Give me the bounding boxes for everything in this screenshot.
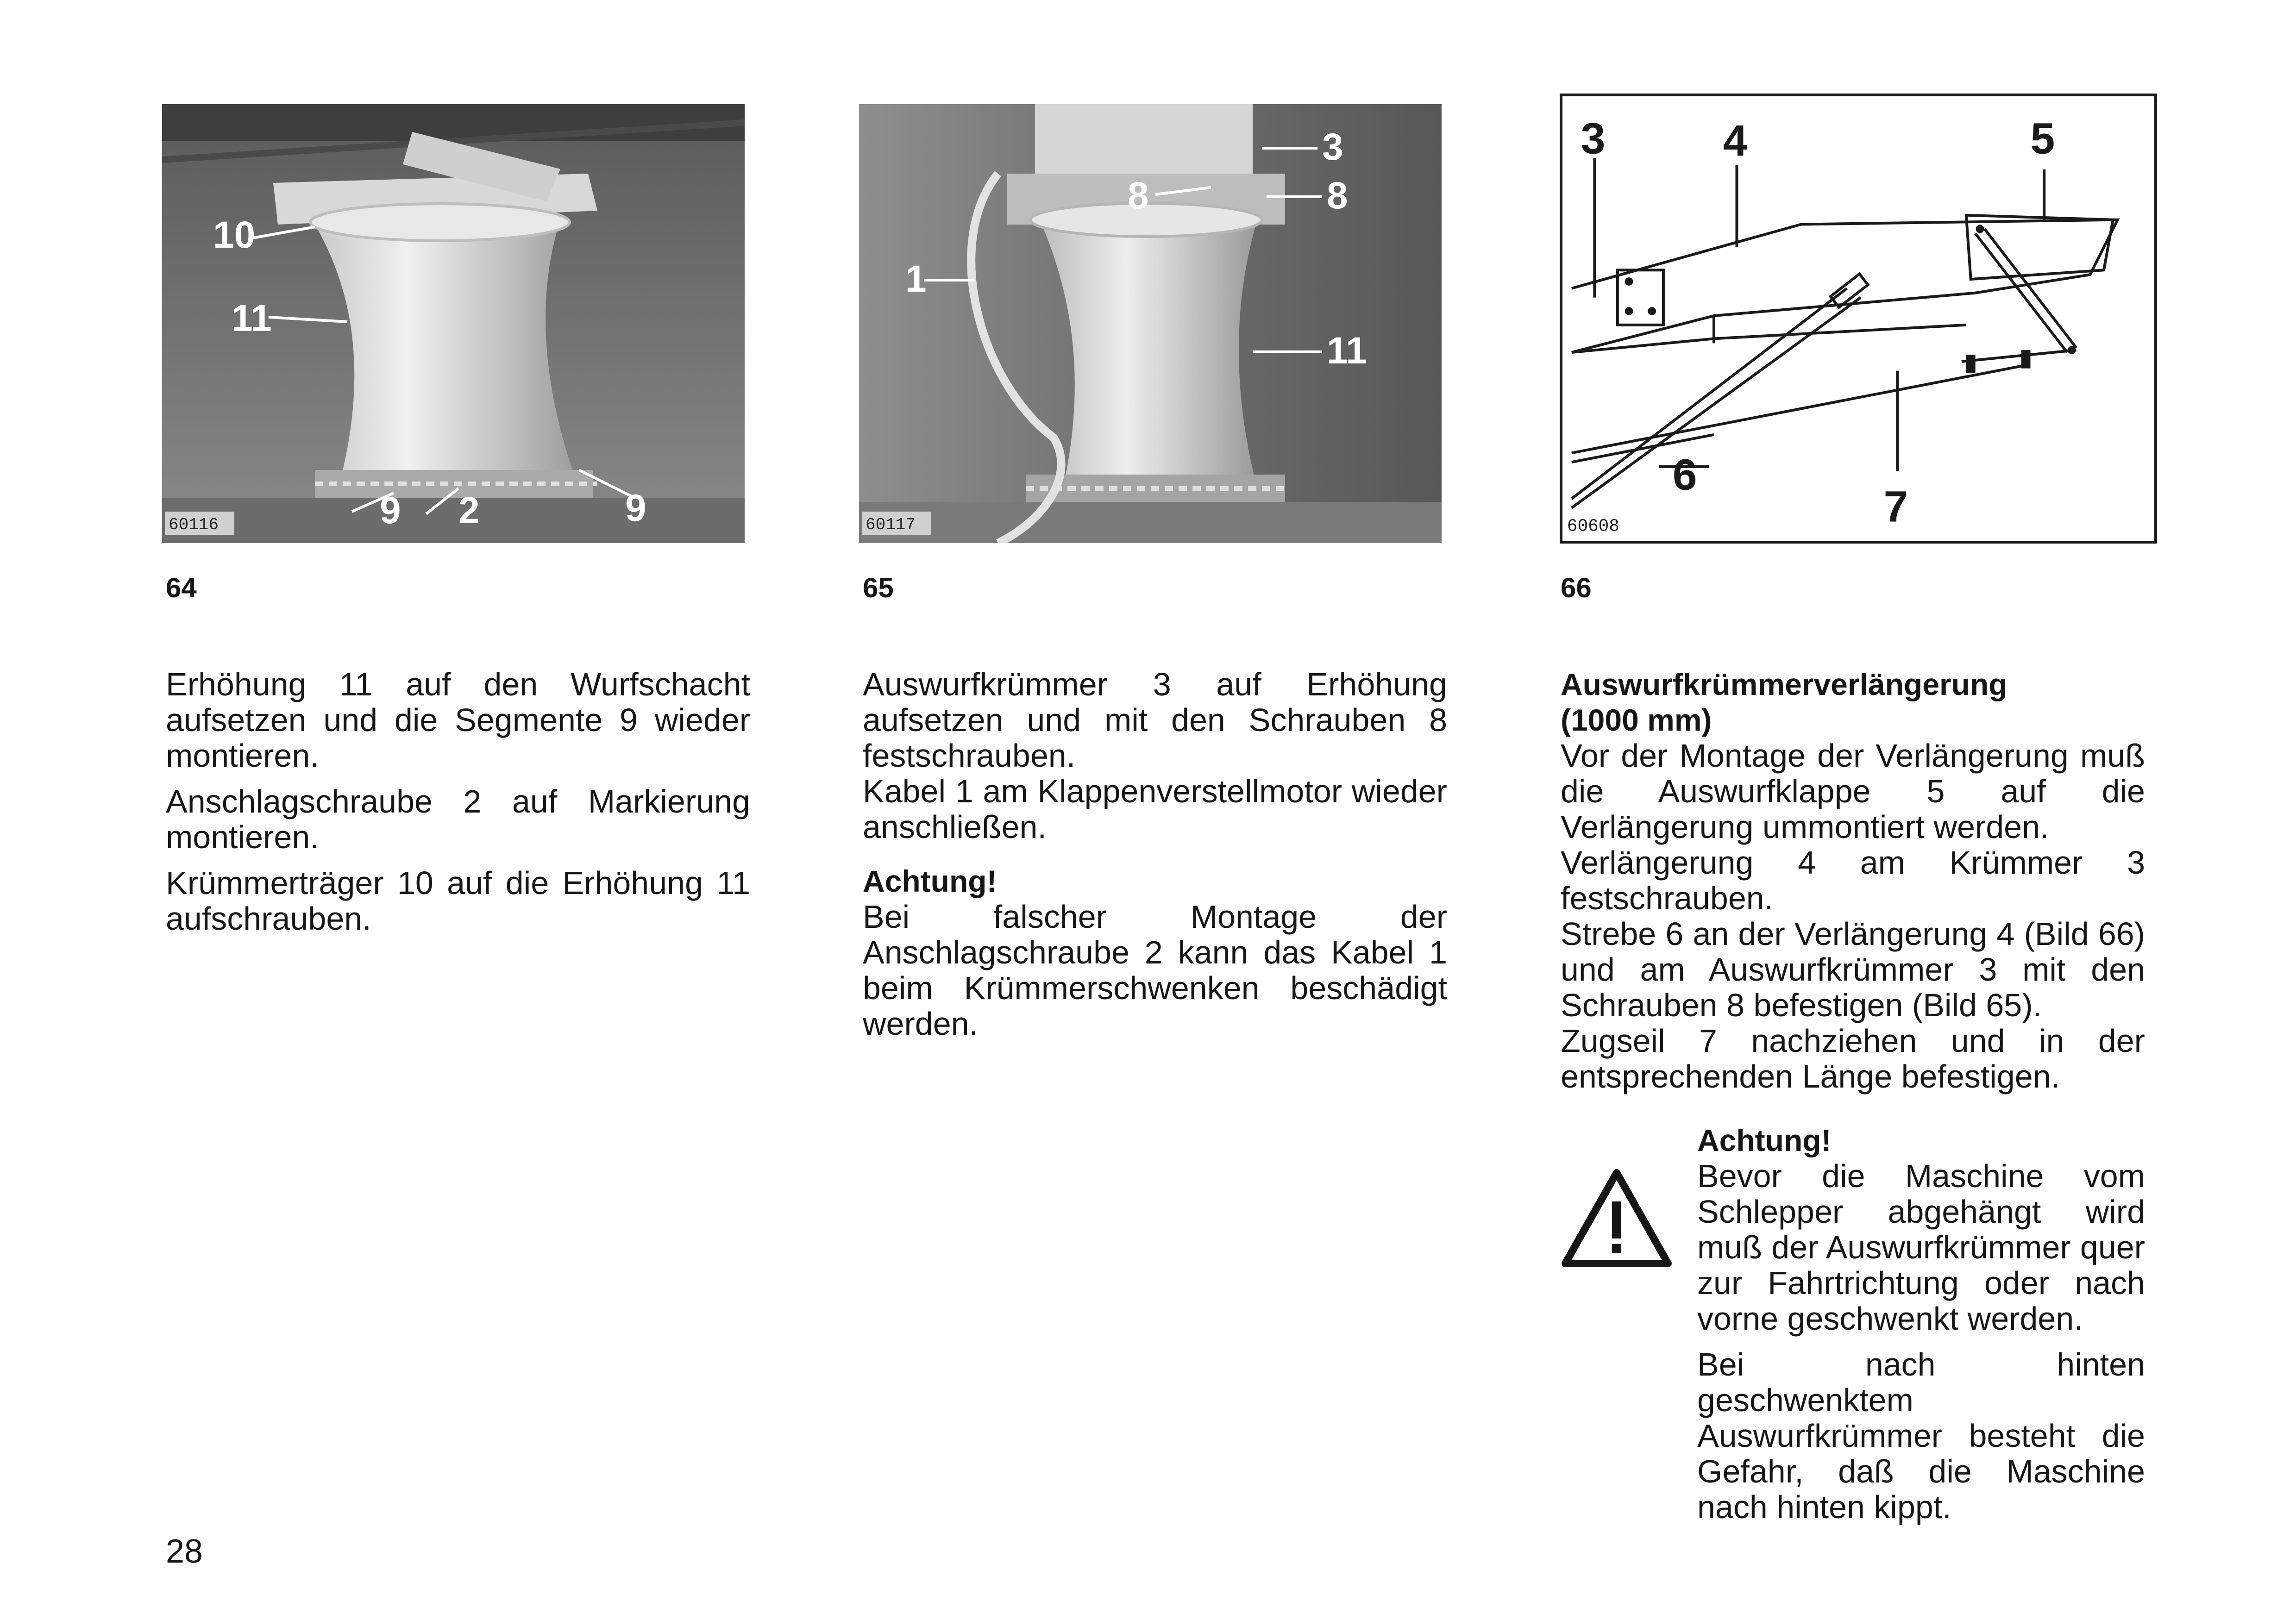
column-1-paragraph-1: Erhöhung 11 auf den Wurfschacht aufsetzen und die Segmente 9 wieder montieren. (166, 666, 750, 774)
section-heading: Auswurfkrümmerverlängerung (1561, 667, 2007, 701)
column-3-warning-paragraph-2: Bei nach hinten geschwenktem Auswurfkrümmer besteht die Gefahr, daß die Maschine nach hinten kippt. (1697, 1346, 2145, 1525)
column-2-text (863, 667, 1447, 1052)
column-1-text (166, 667, 750, 947)
column-3-paragraph-3: Strebe 6 an der Verlängerung 4 (Bild 66) und am Auswurfkrümmer 3 mit den Schrauben 8 befestigen (Bild 65). (1561, 916, 2145, 1023)
figure-65-photo (859, 104, 1442, 543)
figure-66-callout-6: 6 (1672, 450, 1697, 500)
figure-65-callout-1: 1 (905, 258, 927, 300)
figure-64-number: 64 (166, 572, 197, 603)
figure-65-photo-code: 60117 (866, 515, 916, 534)
figure-66-drawing-code: 60608 (1567, 517, 1619, 537)
column-2-warning-heading: Achtung! (863, 864, 997, 898)
column-3-paragraph-4: Zugseil 7 nachziehen und in der entsprechenden Länge befestigen. (1561, 1023, 2145, 1095)
figure-64-photo (162, 104, 745, 543)
column-3-warning (1697, 1123, 2145, 1535)
figure-66-callout-4: 4 (1723, 116, 1748, 166)
column-3-paragraph-1: Vor der Montage der Verlängerung muß die Auswurfklappe 5 auf die Verlängerung ummontiert werden. (1561, 738, 2145, 845)
figure-66-callout-3: 3 (1581, 114, 1606, 163)
warning-triangle-icon (1562, 1169, 1672, 1267)
column-3-paragraph-2: Verlängerung 4 am Krümmer 3 festschrauben. (1561, 844, 2145, 916)
figure-65-number: 65 (863, 572, 894, 603)
figure-65-callout-11: 11 (1327, 330, 1367, 372)
column-3-warning-paragraph-1: Bevor die Maschine vom Schlepper abgehängt wird muß der Auswurfkrümmer quer zur Fahrtrichtung oder nach vorne geschwenkt werden. (1697, 1158, 2145, 1337)
section-heading-size: (1000 mm) (1561, 703, 1712, 737)
figure-65-callout-3: 3 (1322, 126, 1343, 168)
column-2-paragraph-2: Kabel 1 am Klappenverstellmotor wieder anschließen. (863, 773, 1447, 845)
column-1-paragraph-3: Krümmerträger 10 auf die Erhöhung 11 aufschrauben. (166, 865, 750, 937)
figure-64-callout-9-right: 9 (625, 487, 646, 529)
column-2-warning-text: Bei falscher Montage der Anschlagschraube 2 kann das Kabel 1 beim Krümmerschwenken beschädigt werden. (863, 899, 1447, 1042)
figure-66-illustration (1562, 96, 2154, 541)
figure-64-callout-10: 10 (213, 214, 256, 256)
figure-65-illustration (859, 104, 1442, 543)
figure-65-callout-8-left: 8 (1128, 175, 1149, 217)
figure-65-callout-8-right: 8 (1327, 175, 1348, 217)
figure-66-callout-7: 7 (1883, 482, 1908, 532)
column-3-warning-heading: Achtung! (1697, 1123, 1832, 1157)
figure-64-callout-11: 11 (232, 297, 272, 339)
figure-64-callout-9-left: 9 (380, 489, 401, 532)
figure-64-illustration (162, 104, 745, 543)
column-1-paragraph-2: Anschlagschraube 2 auf Markierung montieren. (166, 783, 750, 855)
figure-66-number: 66 (1561, 572, 1592, 603)
figure-66-callout-5: 5 (2030, 114, 2055, 163)
page-number: 28 (166, 1533, 203, 1570)
figure-66-drawing (1560, 94, 2157, 544)
column-2-paragraph-1: Auswurfkrümmer 3 auf Erhöhung aufsetzen und mit den Schrauben 8 festschrauben. (863, 666, 1447, 774)
column-3-text (1561, 667, 2145, 1095)
figure-64-callout-2: 2 (458, 489, 480, 532)
figure-64-photo-code: 60116 (169, 515, 219, 534)
